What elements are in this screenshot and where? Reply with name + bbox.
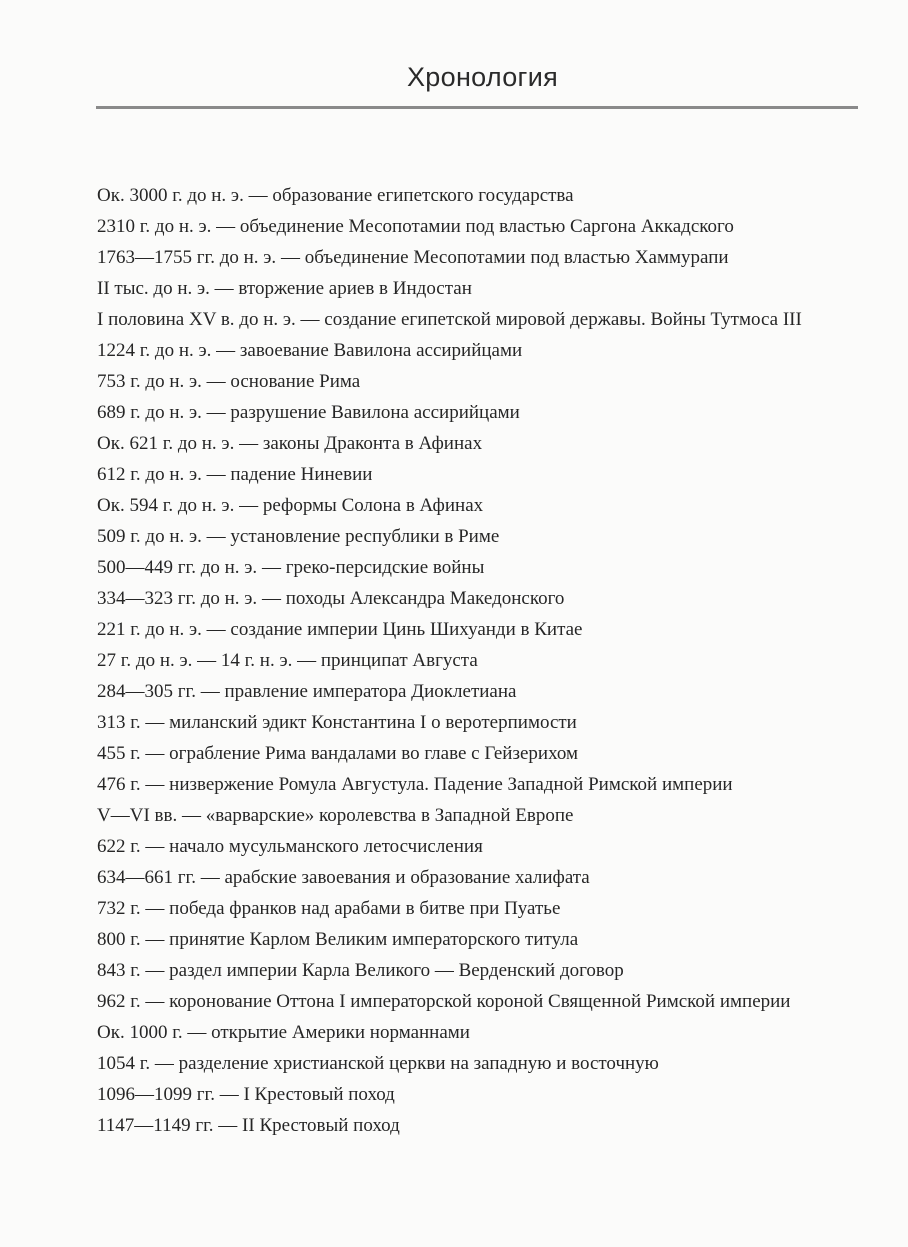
entry-text: основание Рима [230, 371, 361, 392]
chronology-entry: 27 г. до н. э. — 14 г. н. э. — принципат Августа [97, 650, 478, 671]
chronology-entry: 732 г. — победа франков над арабами в битве при Пуатье [97, 898, 561, 919]
entry-date: 476 г. [97, 774, 141, 795]
entry-date: 962 г. [97, 991, 141, 1012]
chronology-list [97, 180, 863, 1141]
entry-date: 221 г. до н. э. [97, 619, 202, 640]
entry-date: 843 г. [97, 960, 141, 981]
entry-text: начало мусульманского летосчисления [169, 836, 483, 857]
entry-text: низвержение Ромула Августула. Падение Западной Римской империи [169, 774, 733, 795]
entry-date: 800 г. [97, 929, 141, 950]
entry-text: реформы Солона в Афинах [262, 495, 484, 516]
chronology-entry: Ок. 3000 г. до н. э. — образование египетского государства [97, 185, 574, 206]
chronology-entry: V—VI вв. — «варварские» королевства в Западной Европе [97, 805, 574, 826]
entry-text: греко-персидские войны [285, 557, 485, 578]
entry-date: 1096—1099 гг. [97, 1084, 215, 1105]
chronology-entry: 455 г. — ограбление Рима вандалами во главе с Гейзерихом [97, 743, 579, 764]
entry-date: 612 г. до н. э. [97, 464, 202, 485]
entry-text: II Крестовый поход [242, 1115, 400, 1136]
entry-date: 2310 г. до н. э. [97, 216, 212, 237]
chronology-entry: 509 г. до н. э. — установление республики в Риме [97, 526, 500, 547]
chronology-entry: 221 г. до н. э. — создание империи Цинь Шихуанди в Китае [97, 619, 583, 640]
entry-date: 455 г. [97, 743, 141, 764]
chronology-entry: Ок. 1000 г. — открытие Америки норманнами [97, 1022, 470, 1043]
entry-text: создание египетской мировой державы. Войны Тутмоса III [324, 309, 802, 330]
entry-text: установление республики в Риме [230, 526, 500, 547]
entry-date: 500—449 гг. до н. э. [97, 557, 258, 578]
page-title: Хронология [407, 62, 558, 92]
entry-text: принципат Августа [320, 650, 478, 671]
entry-text: арабские завоевания и образование халифата [224, 867, 590, 888]
entry-date: 334—323 гг. до н. э. [97, 588, 258, 609]
chronology-entry: 1096—1099 гг. — I Крестовый поход [97, 1084, 395, 1105]
entry-text: разрушение Вавилона ассирийцами [230, 402, 520, 423]
entry-text: открытие Америки норманнами [211, 1022, 470, 1043]
chronology-entry: 2310 г. до н. э. — объединение Месопотамии под властью Саргона Аккадского [97, 216, 734, 237]
entry-date: 509 г. до н. э. [97, 526, 202, 547]
chronology-entry: 800 г. — принятие Карлом Великим императорского титула [97, 929, 579, 950]
entry-date: 732 г. [97, 898, 141, 919]
entry-date: V—VI вв. [97, 805, 178, 826]
entry-text: «варварские» королевства в Западной Европе [205, 805, 574, 826]
entry-text: законы Драконта в Афинах [262, 433, 483, 454]
chronology-entry: Ок. 594 г. до н. э. — реформы Солона в Афинах [97, 495, 484, 516]
entry-date: 622 г. [97, 836, 141, 857]
chronology-entry: 1147—1149 гг. — II Крестовый поход [97, 1115, 400, 1136]
chronology-entry: 1054 г. — разделение христианской церкви на западную и восточную [97, 1053, 659, 1074]
entry-text: правление императора Диоклетиана [224, 681, 517, 702]
entry-date: 753 г. до н. э. [97, 371, 202, 392]
entry-text: вторжение ариев в Индостан [238, 278, 472, 299]
entry-text: I Крестовый поход [243, 1084, 395, 1105]
chronology-entry: 622 г. — начало мусульманского летосчисления [97, 836, 483, 857]
entry-date: Ок. 1000 г. [97, 1022, 183, 1043]
entry-text: падение Ниневии [230, 464, 373, 485]
chronology-entry: Ок. 621 г. до н. э. — законы Драконта в Афинах [97, 433, 483, 454]
entry-text: миланский эдикт Константина I о веротерпимости [169, 712, 577, 733]
chronology-entry: 500—449 гг. до н. э. — греко-персидские войны [97, 557, 485, 578]
entry-text: объединение Месопотамии под властью Саргона Аккадского [239, 216, 734, 237]
entry-text: разделение христианской церкви на западную и восточную [178, 1053, 659, 1074]
entry-text: создание империи Цинь Шихуанди в Китае [230, 619, 583, 640]
chronology-entry: I половина XV в. до н. э. — создание египетской мировой державы. Войны Тутмоса III [97, 309, 802, 330]
chronology-entry: 1763—1755 гг. до н. э. — объединение Месопотамии под властью Хаммурапи [97, 247, 729, 268]
chronology-entry: 634—661 гг. — арабские завоевания и образование халифата [97, 867, 590, 888]
chronology-entry: 962 г. — коронование Оттона I императорской короной Священной Римской империи [97, 991, 791, 1012]
chronology-entry: 1224 г. до н. э. — завоевание Вавилона ассирийцами [97, 340, 523, 361]
entry-text: образование египетского государства [272, 185, 574, 206]
entry-text: завоевание Вавилона ассирийцами [239, 340, 523, 361]
chronology-entry: 476 г. — низвержение Ромула Августула. Падение Западной Римской империи [97, 774, 733, 795]
entry-text: победа франков над арабами в битве при Пуатье [169, 898, 561, 919]
entry-date: 1054 г. [97, 1053, 151, 1074]
chronology-entry: 612 г. до н. э. — падение Ниневии [97, 464, 373, 485]
entry-date: 27 г. до н. э. — 14 г. н. э. [97, 650, 293, 671]
entry-text: раздел империи Карла Великого — Верденский договор [169, 960, 624, 981]
chronology-entry: 334—323 гг. до н. э. — походы Александра Македонского [97, 588, 565, 609]
chronology-entry: 843 г. — раздел империи Карла Великого — Верденский договор [97, 960, 624, 981]
entry-date: Ок. 3000 г. до н. э. [97, 185, 244, 206]
entry-date: 634—661 гг. [97, 867, 196, 888]
page-header [96, 62, 858, 109]
entry-text: походы Александра Македонского [285, 588, 565, 609]
entry-date: I половина XV в. до н. э. [97, 309, 296, 330]
entry-date: Ок. 621 г. до н. э. [97, 433, 235, 454]
chronology-entry: 689 г. до н. э. — разрушение Вавилона ассирийцами [97, 402, 520, 423]
entry-text: принятие Карлом Великим императорского титула [169, 929, 579, 950]
entry-text: коронование Оттона I императорской короной Священной Римской империи [169, 991, 791, 1012]
chronology-entry: 753 г. до н. э. — основание Рима [97, 371, 361, 392]
chronology-entry: II тыс. до н. э. — вторжение ариев в Индостан [97, 278, 472, 299]
entry-date: 313 г. [97, 712, 141, 733]
entry-date: 1224 г. до н. э. [97, 340, 212, 361]
entry-date: Ок. 594 г. до н. э. [97, 495, 235, 516]
chronology-entry: 313 г. — миланский эдикт Константина I о веротерпимости [97, 712, 577, 733]
entry-text: объединение Месопотамии под властью Хаммурапи [304, 247, 729, 268]
entry-text: ограбление Рима вандалами во главе с Гейзерихом [169, 743, 579, 764]
entry-date: II тыс. до н. э. [97, 278, 210, 299]
entry-date: 1147—1149 гг. [97, 1115, 214, 1136]
entry-date: 689 г. до н. э. [97, 402, 202, 423]
entry-date: 284—305 гг. [97, 681, 196, 702]
entry-date: 1763—1755 гг. до н. э. [97, 247, 277, 268]
chronology-entry: 284—305 гг. — правление императора Диоклетиана [97, 681, 517, 702]
